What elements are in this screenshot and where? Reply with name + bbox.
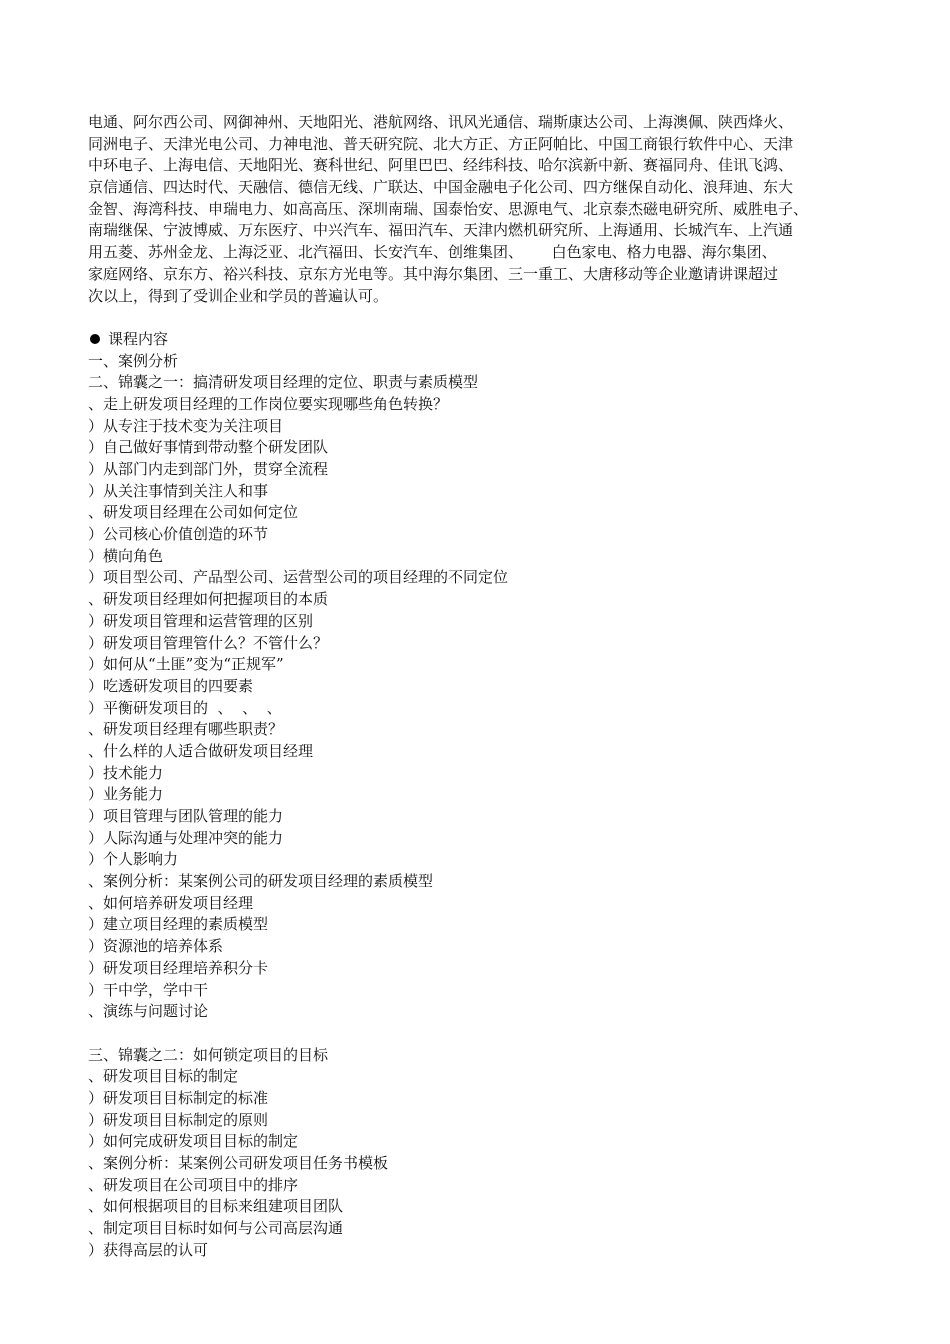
outline-line: ）如何完成研发项目目标的制定 <box>88 1132 299 1151</box>
intro-line: 电通、阿尔西公司、网御神州、天地阳光、港航网络、讯风光通信、瑞斯康达公司、上海澳佩、陕西烽火、 <box>88 113 794 131</box>
outline-line: 、什么样的人适合做研发项目经理 <box>88 741 314 760</box>
outline-line: ）从专注于技术变为关注项目 <box>88 416 284 435</box>
outline-line: ）项目管理与团队管理的能力 <box>88 807 284 825</box>
outline-line: 三、锦囊之二：如何锁定项目的目标 <box>88 1045 329 1064</box>
outline-line: 、研发项目目标的制定 <box>88 1067 239 1086</box>
outline-line: ）自己做好事情到带动整个研发团队 <box>88 438 329 457</box>
intro-line: 南瑞继保、宁波博威、万东医疗、中兴汽车、福田汽车、天津内燃机研究所、上海通用、长城汽车、上汽通 <box>88 221 794 240</box>
outline-line: ）研发项目管理管什么？不管什么？ <box>88 633 329 652</box>
outline-line: ）研发项目管理和运营管理的区别 <box>88 611 314 630</box>
outline-line: ）研发项目目标制定的标准 <box>88 1088 269 1107</box>
outline-line: ）如何从“土匪”变为“正规军” <box>88 655 284 674</box>
outline-line: ）资源池的培养体系 <box>88 937 224 956</box>
intro-line: 家庭网络、京东方、裕兴科技、京东方光电等。其中海尔集团、三一重工、大唐移动等企业邀请讲课超过 <box>88 264 779 283</box>
document-body <box>88 112 888 1261</box>
intro-line: 中环电子、上海电信、天地阳光、赛科世纪、阿里巴巴、经纬科技、哈尔滨新中新、赛福同舟、佳讯飞鸿、 <box>88 156 794 175</box>
intro-line: 次以上，得到了受训企业和学员的普遍认可。 <box>88 286 389 305</box>
course-heading-text: 课程内容 <box>108 329 169 348</box>
outline-line: ）业务能力 <box>88 785 164 804</box>
outline-line: 、走上研发项目经理的工作岗位要实现哪些角色转换？ <box>88 394 449 413</box>
intro-paragraph <box>88 112 888 307</box>
outline-line: 、演练与问题讨论 <box>88 1002 209 1021</box>
outline-line: 、如何根据项目的目标来组建项目团队 <box>88 1197 344 1216</box>
outline-line: ）公司核心价值创造的环节 <box>88 525 269 544</box>
intro-line: 用五菱、苏州金龙、上海泛亚、北汽福田、长安汽车、创维集团、 白色家电、格力电器、海尔集团、 <box>88 243 777 262</box>
outline-line: ）获得高层的认可 <box>88 1240 209 1259</box>
outline-line: ）人际沟通与处理冲突的能力 <box>88 828 284 847</box>
bullet-icon <box>90 334 100 344</box>
course-outline-part-1 <box>88 351 888 1023</box>
outline-line: ）从部门内走到部门外，贯穿全流程 <box>88 460 329 478</box>
intro-line: 金智、海湾科技、申瑞电力、如高高压、深圳南瑞、国泰怡安、思源电气、北京泰杰磁电研究所、威胜电子、 <box>88 199 809 218</box>
outline-line: 一、案例分析 <box>88 351 179 370</box>
blank-line <box>88 1023 888 1045</box>
outline-line: ）吃透研发项目的四要素 <box>88 676 254 695</box>
outline-line: 、案例分析：某案例公司的研发项目经理的素质模型 <box>88 872 434 891</box>
outline-line: ）项目型公司、产品型公司、运营型公司的项目经理的不同定位 <box>88 568 509 587</box>
outline-line: ）研发项目经理培养积分卡 <box>88 958 269 977</box>
course-outline-part-2 <box>88 1045 888 1262</box>
outline-line: ）个人影响力 <box>88 850 179 869</box>
outline-line: 、研发项目经理有哪些职责？ <box>88 720 284 739</box>
outline-line: 、研发项目经理在公司如何定位 <box>88 503 299 522</box>
outline-line: ）横向角色 <box>88 546 164 565</box>
course-content-heading <box>88 329 888 351</box>
outline-line: 、案例分析：某案例公司研发项目任务书模板 <box>88 1154 389 1172</box>
intro-line: 同洲电子、天津光电公司、力神电池、普天研究院、北大方正、方正阿帕比、中国工商银行软件中心、天津 <box>88 134 794 153</box>
outline-line: ）从关注事情到关注人和事 <box>88 481 269 500</box>
outline-line: 、研发项目在公司项目中的排序 <box>88 1175 299 1194</box>
blank-line <box>88 307 888 329</box>
outline-line: ）建立项目经理的素质模型 <box>88 915 269 934</box>
outline-line: ）平衡研发项目的 、 、 、 <box>88 698 282 717</box>
outline-line: 、研发项目经理如何把握项目的本质 <box>88 590 329 609</box>
outline-line: 、如何培养研发项目经理 <box>88 893 254 912</box>
outline-line: ）研发项目目标制定的原则 <box>88 1110 269 1129</box>
outline-line: ）技术能力 <box>88 763 164 782</box>
outline-line: ）干中学，学中干 <box>88 980 209 999</box>
outline-line: 二、锦囊之一：搞清研发项目经理的定位、职责与素质模型 <box>88 373 479 392</box>
outline-line: 、制定项目目标时如何与公司高层沟通 <box>88 1219 344 1238</box>
intro-line: 京信通信、四达时代、天融信、德信无线、广联达、中国金融电子化公司、四方继保自动化、浪拜迪、东大 <box>88 178 794 197</box>
